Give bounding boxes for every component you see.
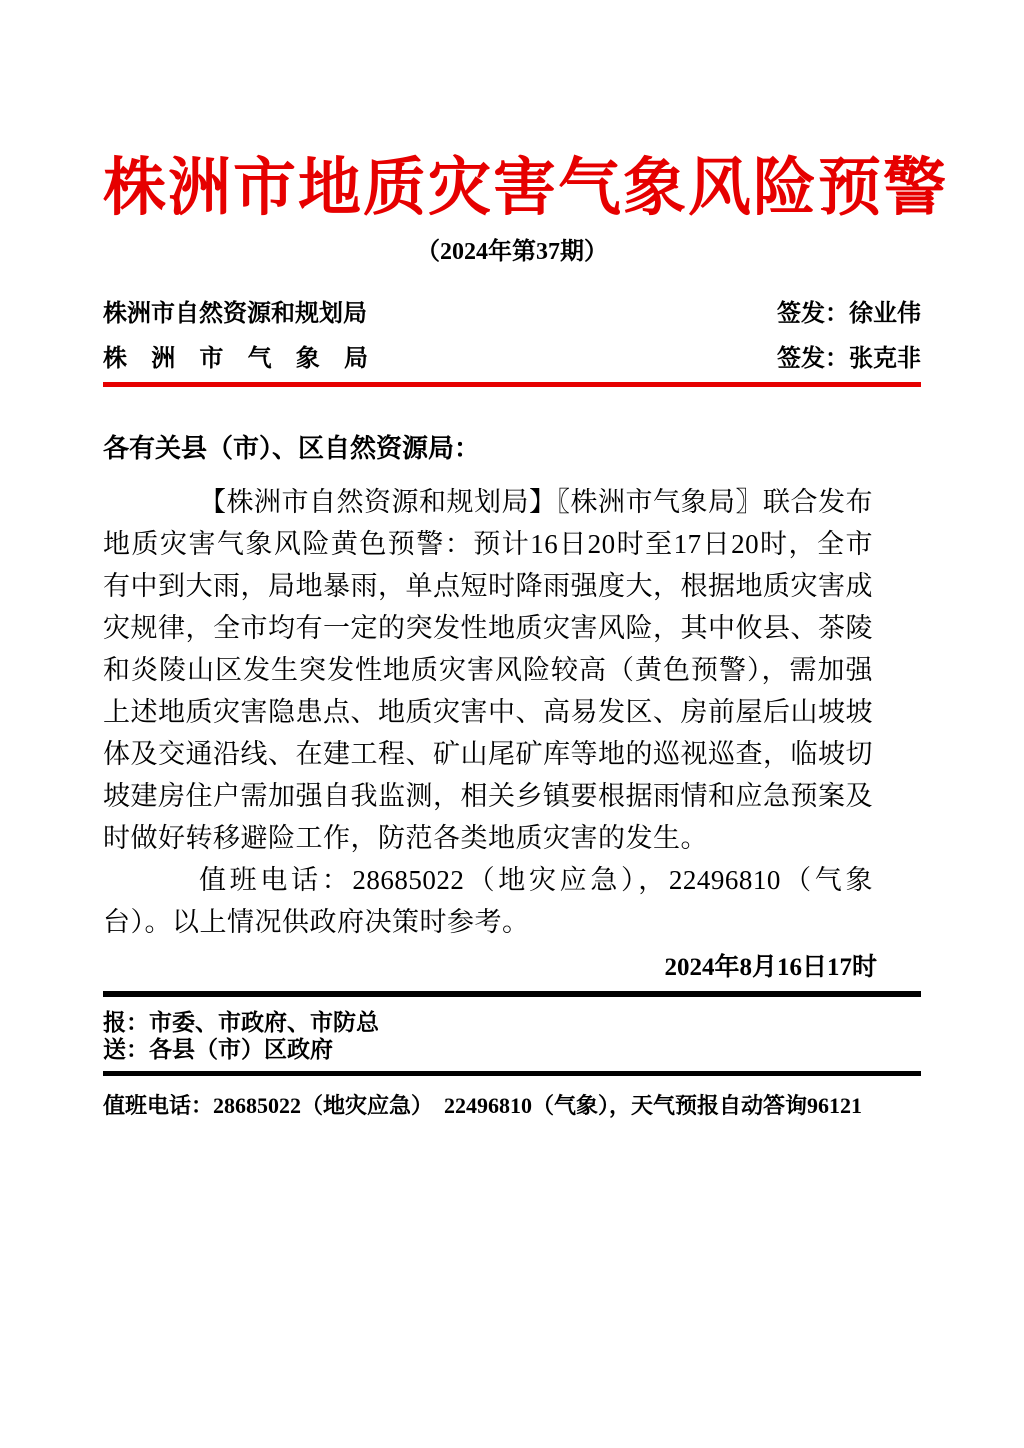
distribution-block [103, 1009, 921, 1063]
agency-name-meteorology: 株洲市气象局 [103, 346, 368, 372]
salutation: 各有关县（市）、区自然资源局： [103, 434, 481, 463]
signer-meteorology: 签发：张克非 [777, 346, 921, 372]
distribution-send-line: 送：各县（市）区政府 [103, 1037, 333, 1062]
issuer-row-resources [103, 292, 921, 337]
page-title: 株洲市地质灾害气象风险预警 [103, 153, 948, 223]
red-divider-rule [103, 382, 921, 387]
body-paragraph-warning: 【株洲市自然资源和规划局】〖株洲市气象局〗联合发布地质灾害气象风险黄色预警：预计16日20时至17日20时，全市有中到大雨，局地暴雨，单点短时降雨强度大，根据地质灾害成灾规律，全市均有一定的突发性地质灾害风险，其中攸县、茶陵和炎陵山区发生突发性地质灾害风险较高（黄色预警），需加强上述地质灾害隐患点、地质灾害中、高易发区、房前屋后山坡坡体及交通沿线、在建工程、矿山尾矿库等地的巡视巡查，临坡切坡建房住户需加强自我监测，相关乡镇要根据雨情和应急预案及时做好转移避险工作，防范各类地质灾害的发生。 [103, 487, 873, 853]
date-line: 2024年8月16日17时 [664, 954, 877, 981]
document-content [103, 148, 948, 1120]
footer-top-rule [103, 991, 921, 997]
distribution-report-line: 报：市委、市政府、市防总 [103, 1010, 379, 1035]
footer-bottom-rule [103, 1071, 921, 1076]
body-paragraph-phones: 值班电话：28685022（地灾应急），22496810（气象台）。以上情况供政府决策时参考。 [103, 865, 873, 937]
footer-hotline: 值班电话：28685022（地灾应急） 22496810（气象），天气预报自动答询96121 [103, 1093, 863, 1118]
issue-number: （2024年第37期） [416, 239, 608, 265]
body-text [103, 481, 873, 943]
issuer-block [103, 292, 921, 382]
issuer-row-meteorology [103, 337, 921, 382]
agency-name-resources: 株洲市自然资源和规划局 [103, 301, 367, 327]
signer-resources: 签发：徐业伟 [777, 301, 921, 327]
